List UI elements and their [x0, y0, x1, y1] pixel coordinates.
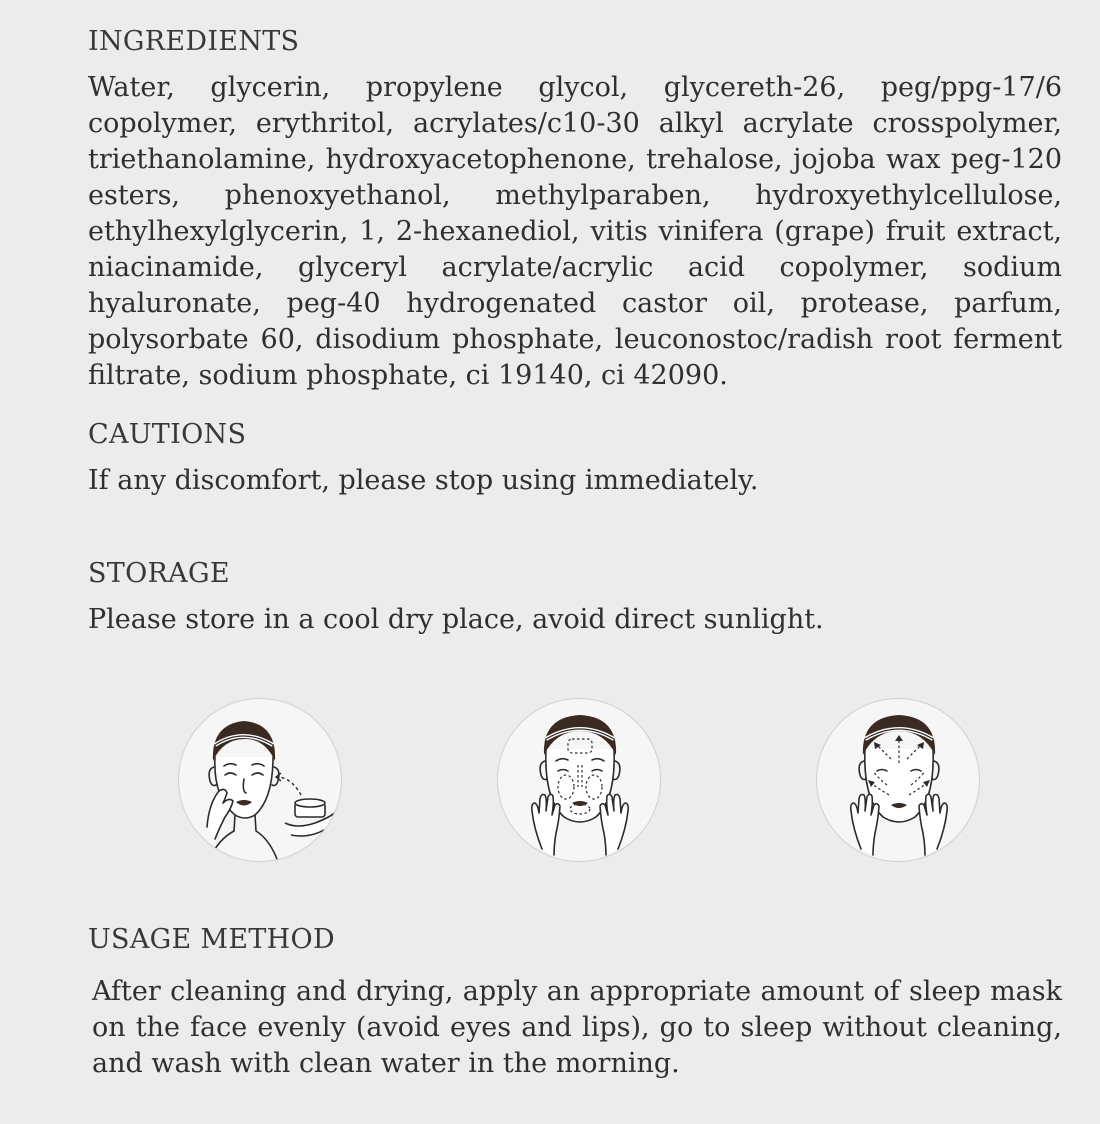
face-zones-massage-icon: [498, 699, 661, 862]
ingredients-text: Water, glycerin, propylene glycol, glycereth-26, peg/ppg-17/6 copolymer, erythritol, acrylates/c10-30 alkyl acrylate crosspolymer, triethanolamine, hydroxyacetophenone, trehalose, jojoba wax peg-120 esters, phenoxyethanol, methylparaben, hydroxyethylcellulose, ethylhexylglycerin, 1, 2-hexanediol, vitis vinifera (grape) fruit extract, niacinamide, glyceryl acrylate/acrylic acid copolymer, sodium hyaluronate, peg-40 hydrogenated castor oil, protease, parfum, polysorbate 60, disodium phosphate, leuconostoc/radish root ferment filtrate, sodium phosphate, ci 19140, ci 42090.: [88, 72, 1062, 391]
face-lift-massage-icon: [817, 699, 980, 862]
apply-cream-face-icon: [179, 699, 342, 862]
cautions-heading: CAUTIONS: [88, 419, 247, 450]
ingredients-heading: INGREDIENTS: [88, 26, 300, 57]
storage-text: Please store in a cool dry place, avoid direct sunlight.: [88, 604, 824, 635]
usage-heading: USAGE METHOD: [88, 924, 335, 955]
usage-text: After cleaning and drying, apply an appropriate amount of sleep mask on the face evenly (avoid eyes and lips), go to sleep without cleaning, and wash with clean water in the morning.: [92, 976, 1062, 1079]
step-3-illustration: [816, 698, 980, 862]
step-2-illustration: [497, 698, 661, 862]
cautions-text: If any discomfort, please stop using immediately.: [88, 465, 759, 496]
storage-heading: STORAGE: [88, 558, 230, 589]
step-1-illustration: [178, 698, 342, 862]
